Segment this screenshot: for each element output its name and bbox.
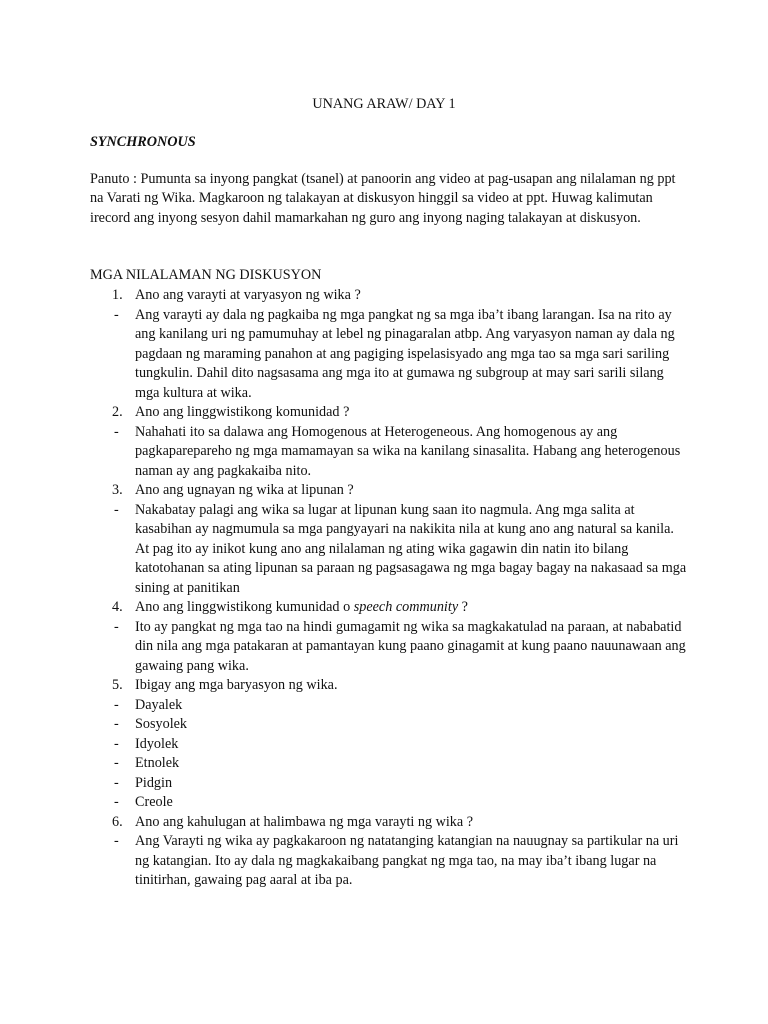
question-item <box>90 286 690 306</box>
answer-item <box>90 774 690 794</box>
section-title: MGA NILALAMAN NG DISKUSYON <box>90 267 322 283</box>
dash-bullet: - <box>114 735 119 752</box>
dash-bullet: - <box>114 618 119 635</box>
answer-item <box>90 754 690 774</box>
item-text: Etnolek <box>135 755 180 771</box>
item-text: Ito ay pangkat ng mga tao na hindi gumagamit ng wika sa magkakatulad na paraan, at nababatid din nila ang mga patakaran at pamantayan kung paano ginagamit at kung paano nauunawaan ang gawaing pang wika. <box>135 618 686 674</box>
item-text: Creole <box>135 794 173 810</box>
answer-item <box>90 696 690 716</box>
item-text: Dayalek <box>135 696 183 713</box>
answer-item <box>90 793 690 813</box>
dash-bullet: - <box>114 501 119 518</box>
item-number: 4. <box>112 599 123 615</box>
item-number: 6. <box>112 813 123 830</box>
answer-item <box>90 306 690 404</box>
item-text: Ano ang linggwistikong komunidad ? <box>135 404 350 420</box>
item-text: Nahahati ito sa dalawa ang Homogenous at Heterogeneous. Ang homogenous ay ang pagkapareparehο ng mga mamamayan sa wika na kanilang sinasalita. Habang ang heterogenous naman ay ang pagkakaiba nito. <box>135 423 681 479</box>
discussion-list <box>90 286 690 891</box>
item-italic-term: speech community <box>353 599 459 615</box>
item-text: Ano ang ugnayan ng wika at lipunan ? <box>135 482 354 498</box>
item-text-tail: ? <box>458 599 468 615</box>
item-number: 5. <box>112 677 123 693</box>
item-text: Nakabatay palagi ang wika sa lugar at lipunan kung saan ito nagmula. Ang mga salita at kasabihan ay nagmumula sa mga pangyayari na nakikita nila at kung ano ang natural sa kanila. At pag ito ay inikot kung ano ang nilalaman ng ating wika gagawin din natin ito bilang katotohanan sa ating lipunan sa paraan ng pagsasagawa ng mga bagay bagay na nakasaad sa mga sining at panitikan <box>135 501 687 596</box>
answer-item <box>90 501 690 599</box>
dash-bullet: - <box>114 306 119 323</box>
item-number: 2. <box>112 404 123 420</box>
answer-item <box>90 715 690 735</box>
document-title: UNANG ARAW/ DAY 1 <box>312 96 456 112</box>
question-item <box>90 598 690 618</box>
question-item <box>90 403 690 423</box>
dash-bullet: - <box>114 423 119 440</box>
instructions-paragraph: Panuto : Pumunta sa inyong pangkat (tsanel) at panoorin ang video at pag-usapan ang nilalaman ng ppt na Varati ng Wika. Magkaroon ng talakayan at diskusyon hinggil sa video at ppt. Huwag kalimutan irecord ang inyong sesyon dahil mamarkahan ng guro ang inyong naging talakayan at diskusyon. <box>90 171 676 226</box>
dash-bullet: - <box>114 774 119 791</box>
dash-bullet: - <box>114 696 119 713</box>
question-item <box>90 813 690 833</box>
dash-bullet: - <box>114 755 119 771</box>
item-text: Ano ang kahulugan at halimbawa ng mga varayti ng wika ? <box>135 813 474 830</box>
item-text: Ang Varayti ng wika ay pagkakaroon ng natatanging katangian na nauugnay sa partikular na uri ng katangian. Ito ay dala ng magkakaibang pangkat ng mga tao, na may iba’t ibang lugar na tinitirhan, gawaing pag aaral at iba pa. <box>135 833 679 888</box>
item-text: Idyolek <box>135 735 179 752</box>
item-number: 1. <box>112 287 123 303</box>
item-text: Pidgin <box>135 774 173 791</box>
dash-bullet: - <box>114 716 119 732</box>
item-text: Ibigay ang mga baryasyon ng wika. <box>135 677 338 693</box>
mode-heading: SYNCHRONOUS <box>90 134 196 150</box>
answer-item <box>90 832 690 891</box>
item-text: Ano ang linggwistikong kumunidad o <box>135 599 354 615</box>
question-item <box>90 481 690 501</box>
dash-bullet: - <box>114 833 119 849</box>
item-text: Ang varayti ay dala ng pagkaiba ng mga pangkat ng sa mga iba’t ibang larangan. Isa na rito ay ang kanilang uri ng pamumuhay at lebel ng pinagaralan atbp. Ang varyasyon naman ay dala ng pagdaan ng maraming panahon at ang pagiging ispelasisyado ang mga tao sa mga sari sariling tungkulin. Dahil dito nagsasama ang mga ito at gumawa ng subgroup at may sari sarili silang mga kultura at wika. <box>135 306 675 401</box>
item-text: Sosyolek <box>135 716 188 732</box>
item-number: 3. <box>112 482 123 498</box>
question-item <box>90 676 690 696</box>
answer-item <box>90 618 690 677</box>
item-text: Ano ang varayti at varyasyon ng wika ? <box>135 287 361 303</box>
dash-bullet: - <box>114 794 119 810</box>
answer-item <box>90 423 690 482</box>
answer-item <box>90 735 690 755</box>
